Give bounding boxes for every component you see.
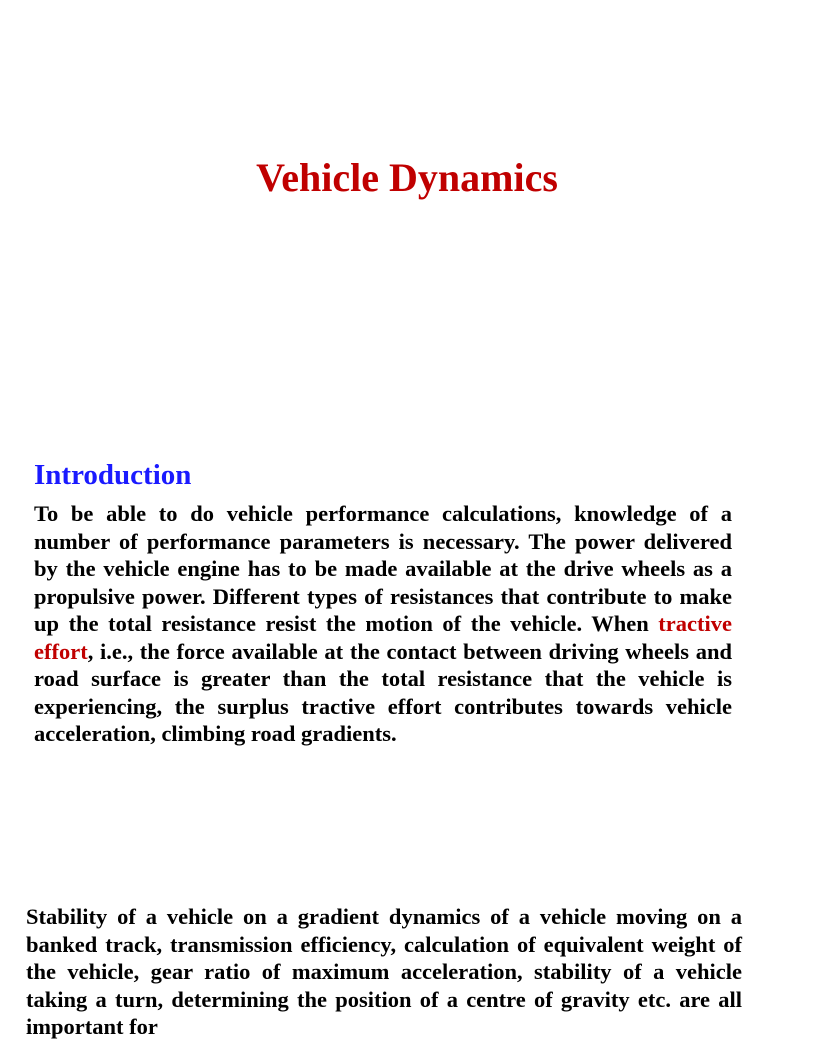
- introduction-paragraph: [34, 500, 732, 748]
- stability-paragraph: Stability of a vehicle on a gradient dynamics of a vehicle moving on a banked track, transmission efficiency, calculation of equivalent weight of the vehicle, gear ratio of maximum acceleration, stability of a vehicle taking a turn, determining the position of a centre of gravity etc. are all important for: [26, 904, 742, 1039]
- page-title: Vehicle Dynamics: [256, 155, 558, 200]
- introduction-heading: Introduction: [34, 459, 192, 491]
- introduction-text-part2: , i.e., the force available at the contact between driving wheels and road surface is greater than the total resistance that the vehicle is experiencing, the surplus tractive effort contributes towards vehicle acceleration, climbing road gradients.: [34, 638, 732, 746]
- introduction-text-part1: To be able to do vehicle performance calculations, knowledge of a number of performance parameters is necessary. The power delivered by the vehicle engine has to be made available at the drive wheels as a propulsive power. Different types of resistances that contribute to make up the total resistance resist the motion of the vehicle. When: [34, 501, 732, 636]
- tractive-effort-term: tractive effort: [34, 611, 732, 664]
